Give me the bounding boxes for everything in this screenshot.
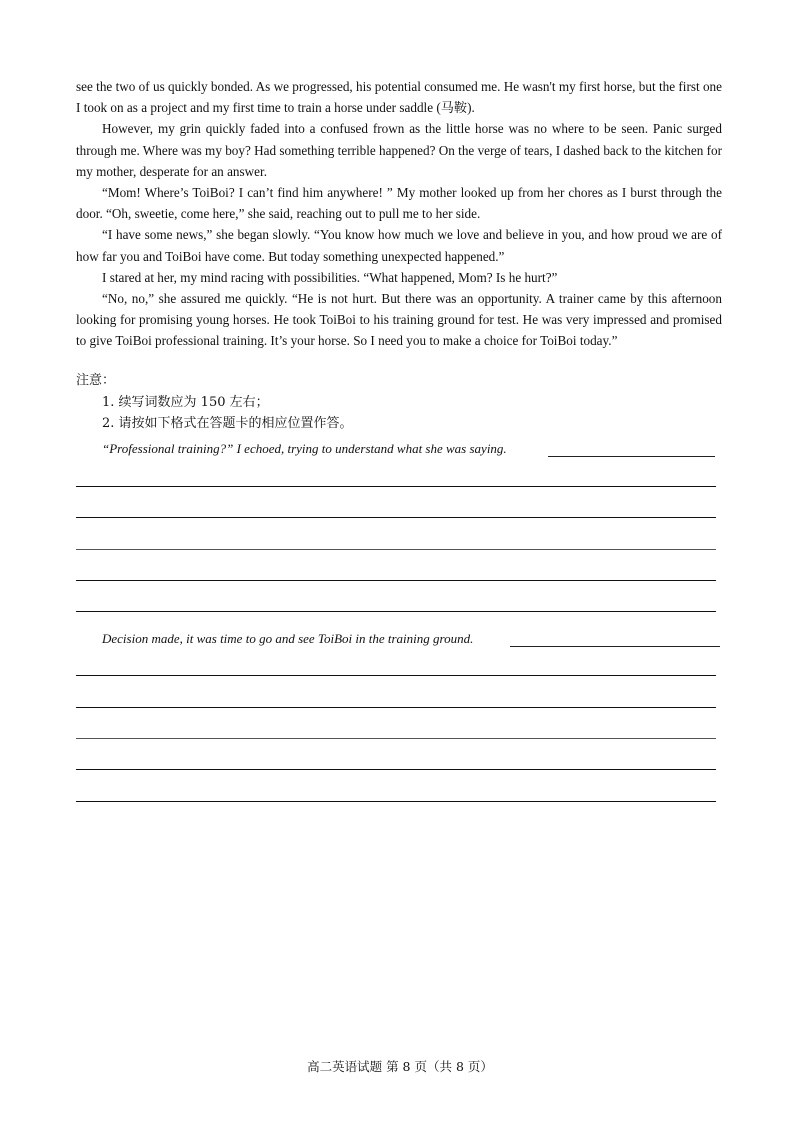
answer-line[interactable]	[76, 611, 716, 612]
passage-paragraph-4: “I have some news,” she began slowly. “You know how much we love and believe in you, and how proud we are of how far you and ToiBoi have come. But today something unexpected happened.”	[76, 227, 722, 264]
answer-line[interactable]	[76, 580, 716, 581]
notes-heading: 注意：	[76, 373, 116, 388]
reading-passage	[76, 76, 722, 352]
prompt-1-answer-line[interactable]	[548, 456, 715, 457]
instructions-notes	[76, 370, 722, 435]
continuation-prompt-2: Decision made, it was time to go and see ToiBoi in the training ground.	[102, 631, 474, 646]
answer-line[interactable]	[76, 769, 716, 770]
passage-paragraph-3: “Mom! Where’s ToiBoi? I can’t find him anywhere! ” My mother looked up from her chores as I burst through the door. “Oh, sweetie, come here,” she said, reaching out to pull me to her side.	[76, 185, 722, 222]
note-item-word-count: 1. 续写词数应为 150 左右；	[102, 394, 269, 410]
passage-paragraph-5: I stared at her, my mind racing with possibilities. “What happened, Mom? Is he hurt?”	[102, 269, 558, 285]
answer-line[interactable]	[76, 486, 716, 487]
page-footer: 高二英语试题 第 8 页（共 8 页）	[307, 1059, 493, 1074]
continuation-prompt-1: “Professional training?” I echoed, trying to understand what she was saying.	[102, 441, 507, 456]
passage-paragraph-1: see the two of us quickly bonded. As we progressed, his potential consumed me. He wasn't my first horse, but the first one I took on as a project and my first time to train a horse under saddle (马鞍).	[76, 79, 722, 116]
answer-line[interactable]	[76, 675, 716, 676]
note-item-format: 2. 请按如下格式在答题卡的相应位置作答。	[102, 416, 353, 431]
answer-line[interactable]	[76, 738, 716, 739]
answer-line[interactable]	[76, 707, 716, 708]
prompt-2-answer-line[interactable]	[510, 646, 720, 647]
passage-paragraph-6: “No, no,” she assured me quickly. “He is not hurt. But there was an opportunity. A trainer came by this afternoon looking for promising young horses. He took ToiBoi to his training ground for test. He was very impressed and promised to give ToiBoi professional training. It’s your horse. So I need you to make a choice for ToiBoi today.”	[76, 291, 722, 349]
answer-line[interactable]	[76, 801, 716, 802]
answer-line[interactable]	[76, 517, 716, 518]
answer-line[interactable]	[76, 549, 716, 550]
passage-paragraph-2: However, my grin quickly faded into a confused frown as the little horse was no where to be seen. Panic surged through me. Where was my boy? Had something terrible happened? On the verge of tears, I dashed back to the kitchen for my mother, desperate for an answer.	[76, 121, 722, 179]
